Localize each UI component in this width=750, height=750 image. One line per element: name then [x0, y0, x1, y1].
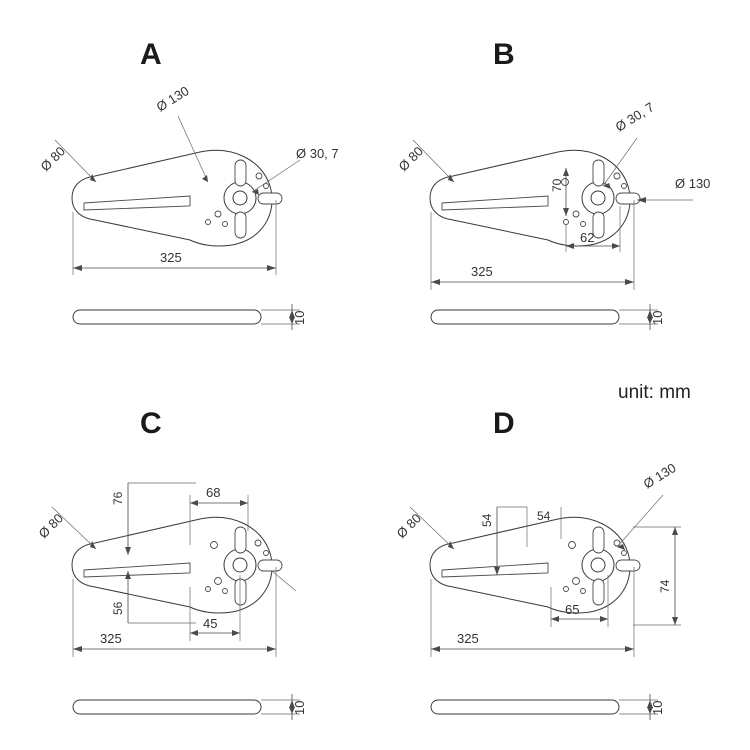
oval-slot-bottom-d: [593, 579, 604, 605]
small-hole-a-3: [215, 211, 221, 217]
dim-pitch-vertical-b: 70: [550, 178, 564, 192]
dim-pitch-top-right-c: 68: [206, 485, 221, 500]
unit-note: unit: mm: [618, 382, 691, 403]
dim-bore-large-a: Ø 130: [153, 83, 192, 115]
center-bore-inner-d: [591, 558, 605, 572]
oval-slot-bottom-a: [235, 212, 246, 238]
oval-slot-right-d: [616, 560, 640, 571]
panel-label-a: A: [140, 38, 163, 71]
side-view-a: [73, 310, 261, 324]
panel-b-drawing: [375, 0, 750, 375]
dim-arrow-right-a: [267, 265, 276, 271]
dim-bore-small-b: Ø 80: [395, 143, 427, 175]
panel-label-d: D: [493, 407, 516, 440]
oval-slot-right-c: [258, 560, 282, 571]
small-hole-c-5: [206, 587, 211, 592]
dim-thickness-d: 10: [650, 700, 665, 715]
small-hole-a-1: [256, 173, 262, 179]
side-view-c: [73, 700, 261, 714]
dim-arrow-68-left-c: [190, 500, 198, 506]
small-hole-c-3: [264, 551, 269, 556]
leader-bore-large-d: [617, 495, 663, 547]
oval-slot-right-a: [258, 193, 282, 204]
center-bore-inner-a: [233, 191, 247, 205]
dim-arrow-right-c: [267, 646, 276, 652]
dim-arrow-45-right-c: [232, 630, 240, 636]
drawing-panel-a: [0, 0, 375, 375]
dim-arrow-74-bot-d: [672, 617, 678, 625]
small-hole-d-3: [622, 551, 627, 556]
dim-bore-large-d: Ø 130: [640, 460, 679, 492]
dim-pitch-horizontal-b: 62: [580, 230, 595, 245]
center-bore-inner-b: [591, 191, 605, 205]
dim-bore-small-d: Ø 80: [393, 510, 425, 542]
small-hole-c-6: [223, 589, 228, 594]
side-view-d: [431, 700, 619, 714]
dim-thickness-b: 10: [650, 310, 665, 325]
small-hole-b-5: [564, 220, 569, 225]
drawing-panel-b: [375, 0, 750, 375]
panel-c-drawing: [0, 375, 375, 750]
small-hole-c-1: [211, 542, 218, 549]
dim-bore-small-c: Ø 80: [35, 510, 67, 542]
oval-slot-bottom-b: [593, 212, 604, 238]
dim-arrow-right-b: [625, 279, 634, 285]
dim-thickness-c: 10: [292, 700, 307, 715]
small-hole-b-6: [581, 222, 586, 227]
center-bore-inner-c: [233, 558, 247, 572]
dim-arrow-45-left-c: [190, 630, 198, 636]
dim-pitch-vertical-d: 74: [658, 579, 672, 593]
panel-label-b: B: [493, 38, 516, 71]
dim-arrow-68-right-c: [240, 500, 248, 506]
dim-arrow-ph-right-b: [612, 243, 620, 249]
dim-pitch-top-c: 76: [111, 491, 125, 505]
panel-label-c: C: [140, 407, 163, 440]
small-hole-b-2: [614, 173, 620, 179]
dim-length-d: 325: [457, 631, 479, 646]
dim-bore-center-a: Ø 30, 7: [296, 146, 339, 161]
dim-arrow-65-right-d: [600, 616, 608, 622]
dim-arrow-left-a: [73, 265, 82, 271]
dim-arrow-65-left-d: [551, 616, 559, 622]
oval-slot-top-a: [235, 160, 246, 186]
dim-arrow-left-c: [73, 646, 82, 652]
small-hole-c-4: [215, 578, 222, 585]
small-hole-a-5: [223, 222, 228, 227]
small-hole-b-3: [622, 184, 627, 189]
oval-slot-top-d: [593, 527, 604, 553]
dim-bore-small-a: Ø 80: [37, 143, 69, 175]
small-hole-a-4: [206, 220, 211, 225]
dim-pitch-right-d: 54: [537, 509, 551, 523]
dim-pitch-bottom-left-c: 56: [111, 601, 125, 615]
side-view-b: [431, 310, 619, 324]
dim-pitch-bottom-c: 45: [203, 616, 218, 631]
dim-pitch-bottom-d: 65: [565, 602, 580, 617]
small-hole-d-5: [564, 587, 569, 592]
dim-arrow-74-top-d: [672, 527, 678, 535]
small-hole-c-2: [255, 540, 261, 546]
drawing-panel-c: [0, 375, 375, 750]
panel-d-drawing: [375, 375, 750, 750]
dim-bore-center-b: Ø 30, 7: [612, 99, 657, 135]
dim-length-c: 325: [100, 631, 122, 646]
oval-slot-bottom-c: [235, 579, 246, 605]
oval-slot-right-b: [616, 193, 640, 204]
panel-a-drawing: [0, 0, 375, 375]
dim-pitch-left-d: 54: [480, 513, 494, 527]
dim-length-a: 325: [160, 250, 182, 265]
small-hole-b-4: [573, 211, 579, 217]
small-hole-d-4: [573, 578, 580, 585]
small-hole-d-1: [569, 542, 576, 549]
oval-slot-top-c: [235, 527, 246, 553]
leader-edge-c: [272, 571, 296, 591]
oval-slot-top-b: [593, 160, 604, 186]
drawing-panel-d: [375, 375, 750, 750]
dim-arrow-right-d: [625, 646, 634, 652]
dim-arrow-left-b: [431, 279, 440, 285]
dim-bore-large-b: Ø 130: [675, 176, 711, 191]
dim-thickness-a: 10: [292, 310, 307, 325]
dim-length-b: 325: [471, 264, 493, 279]
small-hole-d-6: [581, 589, 586, 594]
dim-arrow-left-d: [431, 646, 440, 652]
